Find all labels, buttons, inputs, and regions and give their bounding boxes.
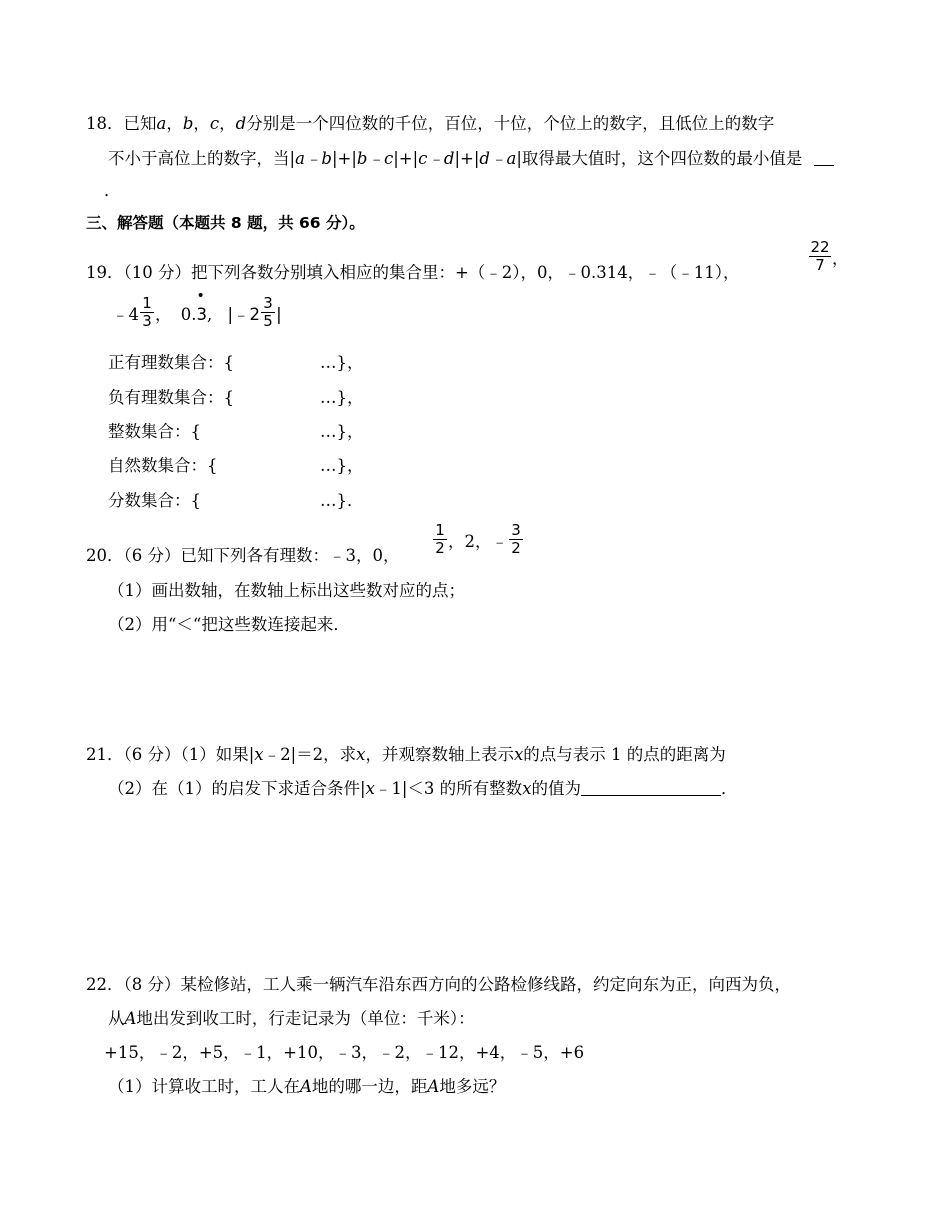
q20-line1 [86,545,399,567]
set-positive-rational [108,352,364,374]
q18-line1 [86,113,774,135]
denominator: 3 [142,312,152,330]
q22-text: （1）计算收工时，工人在 [108,1077,300,1096]
fraction [432,523,448,557]
q22-line2 [108,1008,475,1030]
fraction [508,523,524,557]
q20-sub1: （1）画出数轴，在数轴上标出这些数对应的点； [108,581,465,600]
q18-line2 [108,148,834,170]
fraction [260,296,276,330]
repeating-decimal [180,288,213,324]
q21-line1 [86,744,726,766]
q21-line2 [108,778,738,800]
set-label: 正有理数集合：{ [108,353,234,372]
numerator: 1 [142,294,152,312]
answer-blank[interactable] [814,165,834,166]
q19-line2 [112,288,282,330]
set-end: …}， [320,422,364,441]
q18-line3: ． [104,181,121,200]
denominator: 2 [511,539,521,557]
repeat-dot: • [196,288,205,304]
answer-blank[interactable] [581,795,721,796]
q21-text: 21．（6 分）（1）如果| [86,745,255,764]
q22-text: 从 [108,1009,125,1028]
comma: , [207,305,213,324]
var-A: A [427,1077,440,1096]
q18-text: |取得最大值时，这个四位数的最小值是 [516,149,803,168]
set-integer [108,421,364,443]
var-A: A [300,1077,312,1096]
numerator: 22 [810,238,830,256]
digit: 3 [196,305,207,324]
q21-text: ﹣2|＝2，求 [263,745,357,764]
abs-open: |﹣2 [227,305,261,324]
q20-text: ，2，﹣ [448,532,508,551]
q20-fractions [432,523,524,557]
q22-sub1 [108,1076,505,1098]
set-end: …}， [320,456,364,475]
fraction-22-7 [808,240,849,274]
q22-text: 地的哪一边，距 [311,1077,428,1096]
set-end: …}， [320,353,364,372]
q22-line1: 22．（8 分）某检修站，工人乘一辆汽车沿东西方向的公路检修线路，约定向东为正，向西为负， [86,975,791,994]
comma: ， [193,114,210,133]
var-x: x [365,779,375,798]
q22-record: +15，﹣2，+5，﹣1，+10，﹣3，﹣2，﹣12，+4，﹣5，+6 [104,1043,585,1062]
q19-line1 [86,262,740,284]
fraction [808,240,832,274]
set-natural [108,455,364,477]
q18-text: 18．已知 [86,114,157,133]
var-x: x [356,745,366,764]
q22-text: 地出发到收工时，行走记录为（单位：千米）： [136,1009,475,1028]
var-c: c [209,114,220,133]
set-fraction [108,490,364,512]
q21-text: ﹣1|＜3 的所有整数 [374,779,523,798]
numerator: 3 [511,521,521,539]
comma: ， [832,249,849,268]
q18-text: 不小于高位上的数字，当| [108,149,296,168]
var-x: x [513,745,524,764]
numerator: 1 [435,521,445,539]
repeating-digit [196,288,208,324]
q22-text: 地多远？ [439,1077,506,1096]
var-A: A [124,1009,137,1028]
set-label: 负有理数集合：{ [108,388,234,407]
comma: ， [166,114,183,133]
set-end: …}． [320,491,364,510]
period: ． [721,779,738,798]
var-a: a [156,114,167,133]
denominator: 2 [435,539,445,557]
denominator: 5 [263,312,273,330]
q21-text: 的点与表示 1 的点的距离为 [523,745,726,764]
comma: ， [219,114,236,133]
set-negative-rational [108,387,364,409]
q18-text: 分别是一个四位数的千位，百位，十位，个位上的数字，且低位上的数字 [246,114,775,133]
decimal-base: 0. [180,305,197,324]
q21-text: 的值为 [531,779,581,798]
q19-text: 19．（10 分）把下列各数分别填入相应的集合里：+（﹣2），0，﹣0.314，﹣（﹣11）， [86,263,740,282]
fraction [139,296,155,330]
q20-text: 20．（6 分）已知下列各有理数：﹣3，0， [86,546,400,565]
set-end: …}， [320,388,364,407]
set-label: 自然数集合：{ [108,456,218,475]
q18-expression: a﹣b|+|b﹣c|+|c﹣d|+|d﹣a [295,149,517,168]
var-x: x [522,779,532,798]
mixed-number: ﹣4 [112,305,139,324]
denominator: 7 [815,256,825,274]
section-heading: 三、解答题（本题共 8 题，共 66 分）。 [86,214,365,232]
abs-close: | [276,305,282,324]
q21-text: （2）在（1）的启发下求适合条件| [108,779,366,798]
q21-text: ，并观察数轴上表示 [365,745,514,764]
set-label: 整数集合：{ [108,422,201,441]
var-b: b [182,114,194,133]
var-d: d [235,114,247,133]
q20-sub2: （2）用“＜“把这些数连接起来． [108,615,350,634]
comma: ， [155,305,172,324]
absolute-value [227,294,282,330]
var-x: x [254,745,264,764]
numerator: 3 [263,294,273,312]
set-label: 分数集合：{ [108,491,201,510]
